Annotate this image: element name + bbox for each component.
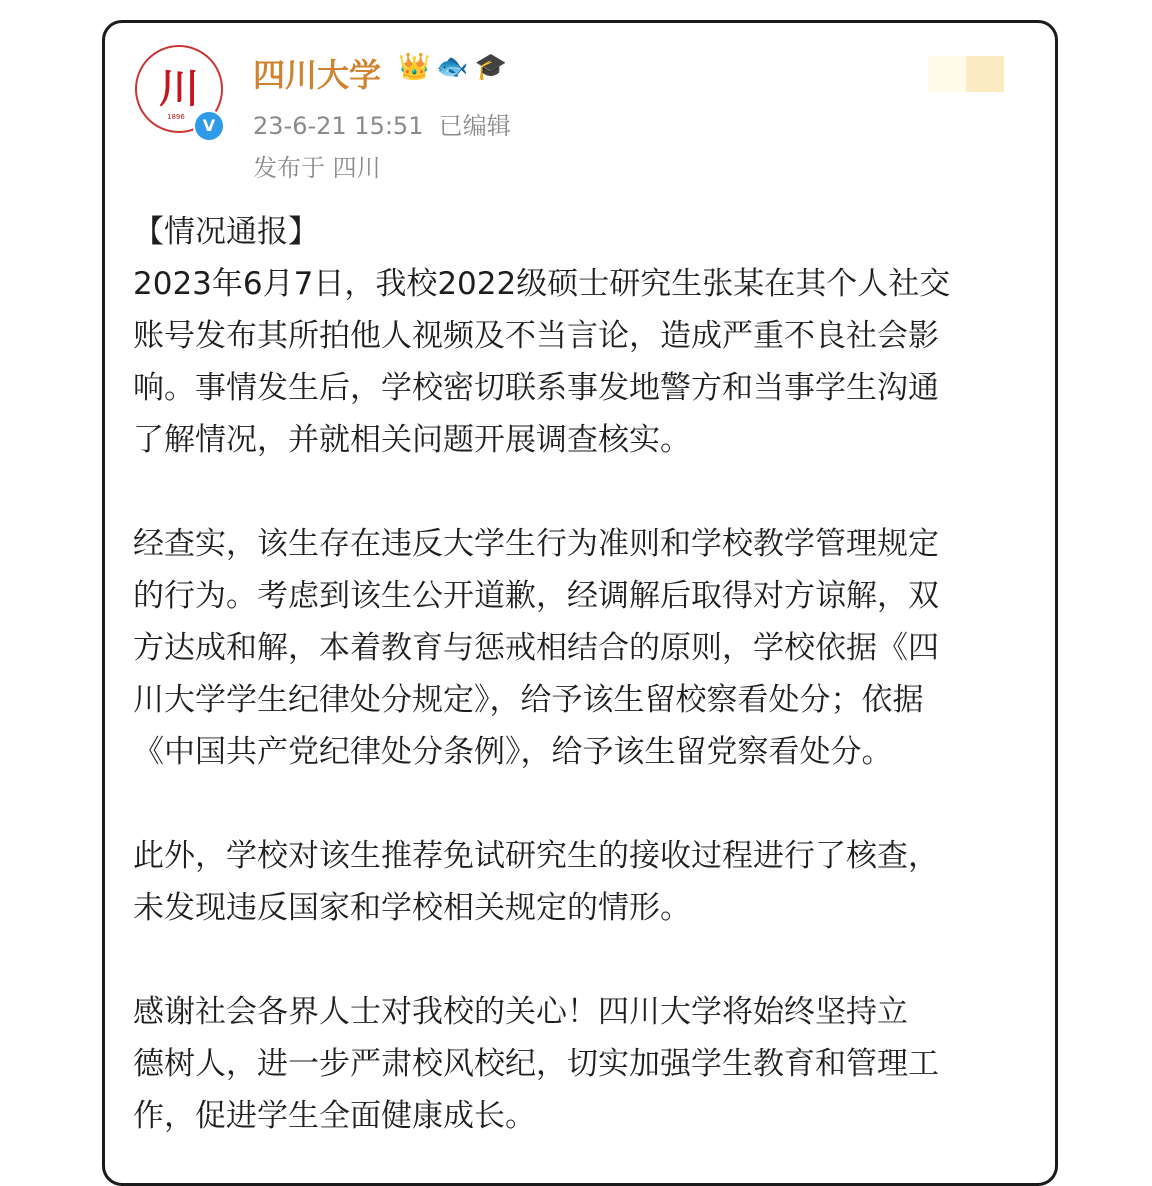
post-timestamp: 23-6-21 15:51 [253,112,424,140]
post-text-line: 了解情况，并就相关问题开展调查核实。 [133,422,691,458]
post-text-line: 川大学学生纪律处分规定》，给予该生留校察看处分；依据 [133,682,924,718]
user-badges [398,52,507,82]
author-name[interactable]: 四川大学 [253,56,382,94]
post-text-line: 感谢社会各界人士对我校的关心！四川大学将始终坚持立 [133,994,908,1030]
post-text-line: 经查实，该生存在违反大学生行为准则和学校教学管理规定 [133,526,939,562]
post-text-line: 未发现违反国家和学校相关规定的情形。 [133,890,691,926]
follow-button[interactable] [928,56,1004,92]
avatar-logo: 川 [159,65,199,112]
post-text-line: 的行为。考虑到该生公开道歉，经调解后取得对方谅解，双 [133,578,939,614]
verified-badge-icon: V [193,110,225,142]
post-meta [253,106,511,141]
post-text-line: 德树人，进一步严肃校风校纪，切实加强学生教育和管理工 [133,1046,939,1082]
paragraph-gap [133,934,1033,986]
fish-badge-icon: 🐟 [436,52,469,82]
post-body [133,206,1033,1142]
post-text-line: 《中国共产党纪律处分条例》，给予该生留党察看处分。 [133,734,893,770]
crown-badge-icon: 👑 [398,52,431,82]
post-text-line: 作，促进学生全面健康成长。 [133,1098,536,1134]
post-location: 发布于 四川 [253,154,381,182]
paragraph-gap [133,466,1033,518]
post-text-line: 此外，学校对该生推荐免试研究生的接收过程进行了核查， [133,838,939,874]
post-text-line: 【情况通报】 [133,214,319,250]
post-text-line: 账号发布其所拍他人视频及不当言论，造成严重不良社会影 [133,318,939,354]
post-text-line: 响。事情发生后，学校密切联系事发地警方和当事学生沟通 [133,370,939,406]
avatar-year: 1896 [167,113,185,121]
post-text-line: 方达成和解，本着教育与惩戒相结合的原则，学校依据《四 [133,630,939,666]
paragraph-gap [133,778,1033,830]
post-text-line: 2023年6月7日，我校2022级硕士研究生张某在其个人社交 [133,266,951,302]
edited-label: 已编辑 [438,112,511,140]
graduation-cap-badge-icon: 🎓 [474,52,508,82]
